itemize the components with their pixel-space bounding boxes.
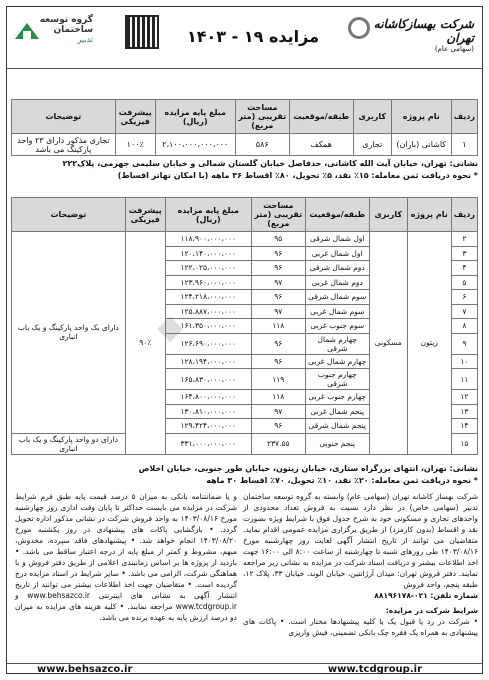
col-header: توضیحات xyxy=(12,198,126,232)
footer xyxy=(7,663,482,675)
cell: ۴ xyxy=(451,261,477,276)
col-header: کاربری xyxy=(353,100,391,134)
building-icon xyxy=(13,19,43,41)
payment-2: * نحوه دریافت ثمن معامله: ۲۰٪ نقد، ۱۰٪ تحویل، ۷۰٪ اقساط ۳۰ ماهه xyxy=(206,476,478,485)
cell: ۹۶ xyxy=(251,261,305,276)
cell: ۵ xyxy=(451,275,477,290)
cell: ۲،۱۰۰،۰۰۰،۰۰۰،۰۰۰ xyxy=(155,134,235,156)
payment-1: * نحوه دریافت ثمن معامله: ۱۵٪ نقد، ۵٪ تحویل، ۸۰٪ اقساط ۳۶ ماهه (با امکان تهاتر اقساط) xyxy=(117,171,478,180)
body-text xyxy=(15,491,478,659)
watermark: ◆ xyxy=(157,307,184,347)
tcd-logo-line1: گروه توسعه ساختمان xyxy=(39,15,93,35)
cell: ۱۲۰،۱۴۰،۰۰۰،۰۰۰ xyxy=(165,246,251,261)
col-header: مساحت تقریبی (متر مربع) xyxy=(235,100,289,134)
table-row xyxy=(12,134,478,156)
cell: ۹۷ xyxy=(251,275,305,290)
cell: ۱۶۵،۸۳۰،۰۰۰،۰۰۰ xyxy=(165,369,251,390)
phone-number: شماره تلفن: ۰۲۱-۸۸۱۹۶۱۷۸ xyxy=(374,591,478,600)
cell: ۸ xyxy=(451,319,477,334)
header xyxy=(7,7,482,69)
cell: ۹۶ xyxy=(251,333,305,354)
cell: چهارم جنوب غربی xyxy=(305,390,369,405)
table-header-row xyxy=(12,100,478,134)
tcd-logo-line2: تدبیر xyxy=(77,35,93,44)
tcd-group-logo xyxy=(13,15,93,61)
body-left-paragraph: و یا ضمانتنامه بانکی به میزان ۵ درصد قیمت پایه طبق فرم شرایط شرکت در مزایده می بایست حداکثر تا پایان وقت اداری روز چهارشنبه مورخ ۱۴۰۳/۰۸/۱۶ به واحد فروش شرکت در نشانی مذکور اداره تحویل گردد. • بازگشایی پاکات های پیشنهادی در روز یکشنبه مورخ ۱۴۰۳/۰۸/۲۰ انجام خواهد شد. • پیشنهادهای فاقد سپرده، مخدوش، مبهم، مشروط و کمتر از مبلغ پایه از درجه اعتبار ساقط می باشد. • بازدید از پروژه ها بر اساس زمانبندی اعلامی از طریق دفتر فروش و با هماهنگی شرکت، الزامی می باشد. • سایر شرایط در اسناد مزایده درج گردیده است. • متقاضیان جهت اخذ اطلاعات بیشتر می توانند از تاریخ انتشار آگهی به نشانی های اینترنتی www.behsazco.ir و www.tcdgroup.ir مراجعه نمایند. • کلیه هزینه های مزایده به میزان دو درصد ارزش پایه به عهده برنده می باشد. xyxy=(15,492,237,622)
col-header: ردیف xyxy=(451,198,477,232)
col-header: طبقه/موقعیت xyxy=(305,198,369,232)
cell: ۳ xyxy=(451,246,477,261)
cell: ۱۲۵،۸۸۷،۰۰۰،۰۰۰ xyxy=(165,304,251,319)
col-header: طبقه/موقعیت xyxy=(289,100,353,134)
cell: تجاری xyxy=(353,134,391,156)
company-name: شرکت بهسازکاشانه تهران xyxy=(373,17,474,45)
body-right-column xyxy=(243,491,478,638)
body-left-column xyxy=(15,491,237,623)
cell: ۱۳ xyxy=(451,404,477,419)
cell: اول شمال غربی xyxy=(305,246,369,261)
cell: ۱۲۹،۴۲۴،۰۰۰،۰۰۰ xyxy=(165,419,251,434)
cell: ۲۳۷.۵۵ xyxy=(251,433,305,454)
cell: ۱۶۴،۸۰۰،۰۰۰،۰۰۰ xyxy=(165,390,251,405)
cell: ۹۶ xyxy=(251,290,305,305)
cell: اول شمال شرقی xyxy=(305,232,369,247)
cell: سوم شمال شرقی xyxy=(305,290,369,305)
cell: ۱۰ xyxy=(451,354,477,369)
commercial-table xyxy=(11,99,478,156)
cell: مسکونی xyxy=(369,232,407,455)
cell: سوم جنوب غربی xyxy=(305,319,369,334)
company-type: (سهامی عام) xyxy=(434,45,474,53)
cell: کاشانی (باران) xyxy=(391,134,451,156)
cell: ۱۱ xyxy=(451,369,477,390)
cell: ۱۲۳،۹۶۰،۰۰۰،۰۰۰ xyxy=(165,275,251,290)
cell: دارای دو واحد پارکینگ و یک باب انباری xyxy=(12,433,126,454)
col-header: کاربری xyxy=(369,198,407,232)
cell: همکف xyxy=(289,134,353,156)
cell: پنجم جنوبی xyxy=(305,433,369,454)
col-header: مبلغ پایه مزایده (ریال) xyxy=(165,198,251,232)
cell: دوم شمال غربی xyxy=(305,275,369,290)
cell: چهارم شمال شرقی xyxy=(305,333,369,354)
body-right-paragraph: شرکت بهساز کاشانه تهران (سهامی عام) وابسته به گروه توسعه ساختمان تدبیر (سهامی خاص) در نظر دارد نسبت به فروش تعداد محدودی از واحدهای تجاری و مسکونی خود به شرح جدول فوق با شرایط ویژه بصورت نقد و اقساط (بدون کارمزد) از طریق برگزاری مزایده عمومی اقدام نماید. متقاضیان می توانند از تاریخ انتشار آگهی لغایت روز چهارشنبه مورخ ۱۴۰۳/۰۸/۱۶ طی روزهای شنبه تا چهارشنبه از ساعت ۸:۰۰ الی ۱۶:۰۰ جهت اخذ اطلاعات بیشتر و دریافت اسناد شرکت در مزایده به نشانی زیر مراجعه نمایند. دفتر فروش تهران: میدان آرژانتین، خیابان الوند، خیابان ۳۳، پلاک ۱۲، طبقه پنجم، واحد فروش xyxy=(243,492,479,589)
col-header: نام پروژه xyxy=(407,198,451,232)
cell: ۹ xyxy=(451,333,477,354)
qr-code[interactable] xyxy=(125,15,159,49)
cell: ۱۶۱،۳۵۰،۰۰۰،۰۰۰ xyxy=(165,319,251,334)
col-header: پیشرفت فیزیکی xyxy=(115,100,155,134)
cell: ۹۶ xyxy=(251,419,305,434)
col-header: توضیحات xyxy=(12,100,116,134)
cell: چهارم جنوب شرقی xyxy=(305,369,369,390)
cell: ۹۰٪ xyxy=(125,232,165,455)
conditions-title: شرایط شرکت در مزایده: xyxy=(385,606,478,615)
cell: ۱۱۹ xyxy=(251,369,305,390)
cell: ۹۷ xyxy=(251,404,305,419)
cell: ۹۶ xyxy=(251,354,305,369)
cell: ۱ xyxy=(451,134,477,156)
cell: ۹۷ xyxy=(251,304,305,319)
cell: ۶ xyxy=(451,290,477,305)
cell: ۱۲ xyxy=(451,390,477,405)
cell: چهارم شمال غربی xyxy=(305,354,369,369)
ad-page xyxy=(6,6,483,674)
conditions-text: • شرکت در رد یا قبول یک یا کلیه پیشنهادها مختار است. • پاکات های پیشنهادی به همراه یک فقره چک بانکی تضمینی، فیش واریزی xyxy=(243,617,478,637)
cell: سوم شمال غربی xyxy=(305,304,369,319)
cell: پنجم شمال شرقی xyxy=(305,419,369,434)
cell: دارای یک واحد پارکینگ و یک باب انباری xyxy=(12,232,126,434)
footer-link-behsazco[interactable]: www.behsazco.ir xyxy=(37,664,133,675)
col-header: مساحت تقریبی (متر مربع) xyxy=(251,198,305,232)
cell: ۱۰۰٪ xyxy=(115,134,155,156)
cell: زیتون xyxy=(407,232,451,455)
address-1: نشانی: تهران، خیابان آیت الله کاشانی، حدفاصل خیابان گلستان شمالی و خیابان سلیمی جهرمی، پلاک۲۲۲ xyxy=(62,159,478,168)
cell: ۳۳۱،۰۰۰،۰۰۰،۰۰۰ xyxy=(165,433,251,454)
table-header-row xyxy=(12,198,478,232)
cell: ۱۳۰،۸۱۰،۰۰۰،۰۰۰ xyxy=(165,404,251,419)
cell: ۱۲۲،۰۲۵،۰۰۰،۰۰۰ xyxy=(165,261,251,276)
cell: پنجم شمال غربی xyxy=(305,404,369,419)
residential-table xyxy=(11,197,478,455)
cell: تجاری مذکور دارای ۲۳ واحد پارکینگ می باشد xyxy=(12,134,116,156)
cell: ۷ xyxy=(451,304,477,319)
col-header: مبلغ پایه مزایده (ریال) xyxy=(155,100,235,134)
cell: ۱۱۸،۹۰۰،۰۰۰،۰۰۰ xyxy=(165,232,251,247)
table-row xyxy=(12,232,478,247)
col-header: پیشرفت فیزیکی xyxy=(125,198,165,232)
col-header: ردیف xyxy=(451,100,477,134)
company-logo xyxy=(364,17,474,53)
cell: ۱۲۴،۲۱۸،۰۰۰،۰۰۰ xyxy=(165,290,251,305)
cell: ۱۵ xyxy=(451,433,477,454)
cell: ۱۲۶،۶۹۰،۰۰۰،۰۰۰ xyxy=(165,333,251,354)
footer-link-tcdgroup[interactable]: www.tcdgroup.ir xyxy=(327,664,422,675)
cell: دوم شمال شرقی xyxy=(305,261,369,276)
cell: ۱۱۸ xyxy=(251,319,305,334)
cell: ۱۲۸،۱۹۴،۰۰۰،۰۰۰ xyxy=(165,354,251,369)
cell: ۵۸۶ xyxy=(235,134,289,156)
cell: ۱۴ xyxy=(451,419,477,434)
page-title: مزایده ۱۹ - ۱۴۰۳ xyxy=(187,27,319,46)
address-2: نشانی: تهران، انتهای بزرگراه ستاری، خیابان زیتون، خیابان طور جنوبی، خیابان اخلاص xyxy=(138,464,478,473)
col-header: نام پروژه xyxy=(391,100,451,134)
cell: ۹۵ xyxy=(251,232,305,247)
cell: ۹۶ xyxy=(251,246,305,261)
cell: ۲ xyxy=(451,232,477,247)
cell: ۱۱۸ xyxy=(251,390,305,405)
